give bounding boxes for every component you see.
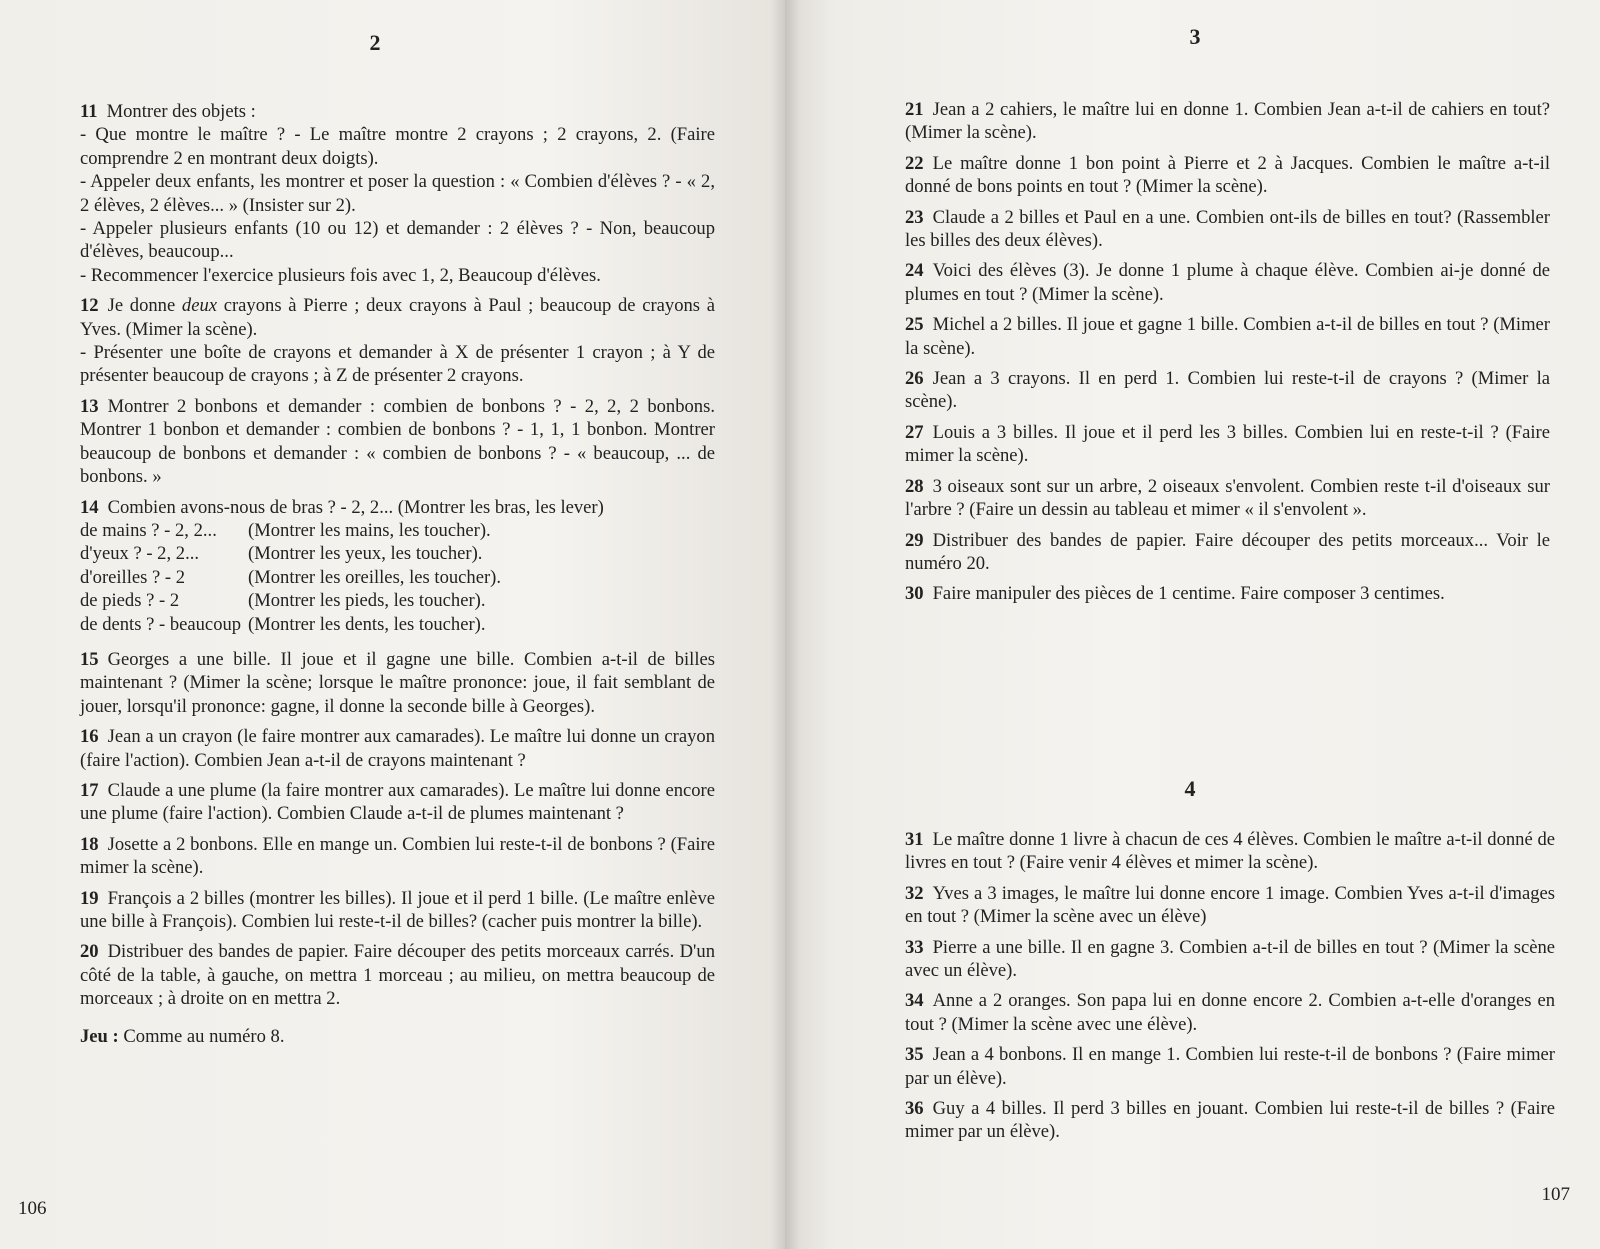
section-number: 3: [1189, 24, 1201, 49]
exercise-subitem: - Appeler deux enfants, les montrer et poser la question : « Combien d'élèves ? - « 2, 2 élèves, 2 élèves... » (Insister sur 2).: [80, 171, 715, 216]
exercise-text: Louis a 3 billes. Il joue et il perd les 3 billes. Combien lui en reste-t-il ? (Faire mimer la scène).: [905, 421, 1550, 467]
exercise-item: [905, 1043, 1555, 1090]
exercise-text: Distribuer des bandes de papier. Faire découper des petits morceaux... Voir le numéro 20.: [905, 529, 1550, 574]
exercise-item: [905, 367, 1550, 414]
exercise-item: [80, 395, 715, 489]
exercise-subitem: - Présenter une boîte de crayons et demander à X de présenter 1 crayon ; à Y de présenter beaucoup de crayons ; à Z de présenter 2 crayons.: [80, 342, 715, 387]
exercise-item: [80, 100, 715, 287]
question-cell: d'oreilles ? - 2: [80, 566, 186, 588]
question-cell: d'yeux ? - 2, 2...: [80, 543, 200, 565]
exercise-subitem: - Recommencer l'exercice plusieurs fois avec 1, 2, Beaucoup d'élèves.: [80, 264, 601, 286]
exercise-number: 15: [80, 648, 99, 670]
exercise-number: 36: [905, 1098, 924, 1120]
exercise-text: Je donne: [107, 295, 182, 317]
exercise-item: [80, 940, 715, 1010]
exercise-number: 25: [905, 314, 924, 336]
exercise-item: [905, 882, 1555, 929]
exercise-number: 16: [80, 726, 99, 748]
exercise-text: Jean a 4 bonbons. Il en mange 1. Combien lui reste-t-il de bonbons ? (Faire mimer par un élève).: [905, 1044, 1555, 1089]
body-part-row: [80, 519, 715, 542]
game-text: Comme au numéro 8.: [118, 1025, 285, 1047]
exercise-text: Michel a 2 billes. Il joue et gagne 1 bille. Combien a-t-il de billes en tout ? (Mimer la scène).: [905, 314, 1550, 359]
exercise-number: 33: [905, 936, 924, 958]
instruction-cell: (Montrer les pieds, les toucher).: [248, 590, 486, 612]
exercise-item: [80, 294, 715, 388]
question-cell: de mains ? - 2, 2...: [80, 519, 217, 541]
exercise-subitem: - Appeler plusieurs enfants (10 ou 12) et demander : 2 élèves ? - Non, beaucoup d'élèves, beaucoup...: [80, 218, 715, 263]
exercise-text: Combien avons-nous de bras ? - 2, 2... (Montrer les bras, les lever): [107, 496, 604, 518]
exercise-number: 27: [905, 421, 924, 443]
exercise-number: 28: [905, 475, 924, 497]
exercise-item: [905, 989, 1555, 1036]
exercise-text: Anne a 2 oranges. Son papa lui en donne encore 2. Combien a-t-elle d'oranges en tout ? (Mimer la scène avec une élève).: [905, 990, 1555, 1035]
exercise-text: Le maître donne 1 livre à chacun de ces 4 élèves. Combien le maître a-t-il donné de livres en tout ? (Faire venir 4 élèves et mimer la scène).: [905, 829, 1555, 874]
body-part-row: [80, 613, 715, 636]
exercise-text: Jean a 2 cahiers, le maître lui en donne 1. Combien Jean a-t-il de cahiers en tout? (Mimer la scène).: [905, 99, 1550, 144]
exercise-item: [905, 206, 1550, 253]
exercise-text: Josette a 2 bonbons. Elle en mange un. Combien lui reste-t-il de bonbons ? (Faire mimer la scène).: [80, 833, 715, 879]
exercise-number: 34: [905, 990, 924, 1012]
exercise-text: Distribuer des bandes de papier. Faire découper des petits morceaux carrés. D'un côté de la table, à gauche, on mettra 1 morceau ; au milieu, on mettra beaucoup de morceaux ; à droite on en mettra 2.: [80, 941, 715, 1010]
right-column-section-3: [905, 98, 1550, 613]
exercise-number: 26: [905, 368, 924, 390]
exercise-item: [80, 725, 715, 772]
instruction-cell: (Montrer les yeux, les toucher).: [248, 543, 483, 565]
exercise-text: François a 2 billes (montrer les billes). Il joue et il perd 1 bille. (Le maître enlève une bille à François). Combien lui reste-t-il de billes? (cacher puis montrer la bille).: [80, 887, 715, 932]
exercise-text: Le maître donne 1 bon point à Pierre et 2 à Jacques. Combien le maître a-t-il donné de bons points en tout ? (Mimer la scène).: [905, 152, 1550, 198]
exercise-item: [905, 828, 1555, 875]
exercise-text: 3 oiseaux sont sur un arbre, 2 oiseaux s'envolent. Combien reste t-il d'oiseaux sur l'arbre ? (Faire un dessin au tableau et mimer « il s'envolent ».: [905, 475, 1550, 521]
exercise-text: Montrer 2 bonbons et demander : combien de bonbons ? - 2, 2, 2 bonbons. Montrer 1 bonbon et demander : combien de bonbons ? - 1, 1, 1 bonbon. Montrer beaucoup de bonbons et demander : « combien de bonbons ? - « beaucoup, ... de bonbons. »: [80, 395, 715, 488]
exercise-subitem: - Que montre le maître ? - Le maître montre 2 crayons ; 2 crayons, 2. (Faire comprendre 2 en montrant deux doigts).: [80, 124, 715, 169]
exercise-number: 22: [905, 152, 924, 174]
exercise-number: 31: [905, 829, 924, 850]
exercise-number: 14: [80, 496, 99, 518]
body-part-row: [80, 566, 715, 589]
exercise-number: 19: [80, 887, 99, 909]
exercise-item: [905, 259, 1550, 306]
exercise-text: Georges a une bille. Il joue et il gagne une bille. Combien a-t-il de billes maintenant ? (Mimer la scène; lorsque le maître prononce: joue, il fait semblant de jouer, lorsqu'il prononce: gagne, il donne la seconde bille à Georges).: [80, 648, 715, 717]
exercise-item: [80, 887, 715, 934]
exercise-number: 17: [80, 779, 99, 801]
exercise-number: 23: [905, 206, 924, 228]
exercise-number: 12: [80, 295, 99, 317]
exercise-item: [905, 582, 1550, 605]
exercise-text: Guy a 4 billes. Il perd 3 billes en jouant. Combien lui reste-t-il de billes ? (Faire mimer par un élève).: [905, 1098, 1555, 1143]
exercise-text: Voici des élèves (3). Je donne 1 plume à chaque élève. Combien ai-je donné de plumes en tout ? (Mimer la scène).: [905, 260, 1550, 305]
body-part-row: [80, 589, 715, 612]
section-number: 4: [1184, 776, 1196, 801]
exercise-item: [905, 152, 1550, 199]
right-column-section-4: [905, 828, 1555, 1151]
exercise-item: [905, 475, 1550, 522]
right-page: [785, 0, 1600, 1249]
exercise-number: 13: [80, 395, 99, 417]
page-number: 106: [18, 1198, 47, 1219]
exercise-number: 29: [905, 529, 924, 551]
exercise-number: 30: [905, 583, 924, 605]
exercise-item: [80, 779, 715, 826]
exercise-number: 35: [905, 1044, 924, 1066]
left-column: [80, 100, 715, 1048]
exercise-item: [80, 496, 715, 636]
exercise-item: [905, 936, 1555, 983]
exercise-text: Jean a un crayon (le faire montrer aux camarades). Le maître lui donne un crayon (faire l'action). Combien Jean a-t-il de crayons maintenant ?: [80, 726, 715, 771]
exercise-number: 11: [80, 101, 98, 122]
exercise-item: [80, 833, 715, 880]
exercise-number: 20: [80, 941, 99, 963]
exercise-item: [905, 98, 1550, 145]
exercise-number: 18: [80, 833, 99, 855]
exercise-number: 24: [905, 260, 924, 282]
exercise-number: 21: [905, 99, 924, 120]
exercise-text: Montrer des objets :: [106, 101, 256, 122]
exercise-item: [80, 648, 715, 718]
left-page: [0, 0, 785, 1249]
exercise-text: Pierre a une bille. Il en gagne 3. Combien a-t-il de billes en tout ? (Mimer la scène avec un élève).: [905, 936, 1555, 982]
exercise-item: [905, 421, 1550, 468]
exercise-item: [905, 313, 1550, 360]
exercise-text: Yves a 3 images, le maître lui donne encore 1 image. Combien Yves a-t-il d'images en tout ? (Mimer la scène avec un élève): [905, 882, 1555, 928]
exercise-number: 32: [905, 882, 924, 904]
exercise-text: Faire manipuler des pièces de 1 centime. Faire composer 3 centimes.: [932, 583, 1445, 605]
game-note: [80, 1025, 715, 1048]
section-number: 2: [369, 30, 381, 55]
question-cell: de dents ? - beaucoup: [80, 613, 242, 635]
emphasis-text: deux: [181, 295, 218, 317]
exercise-text: Claude a 2 billes et Paul en a une. Combien ont-ils de billes en tout? (Rassembler les billes des deux élèves).: [905, 206, 1550, 252]
exercise-item: [905, 529, 1550, 576]
instruction-cell: (Montrer les dents, les toucher).: [248, 613, 486, 635]
question-cell: de pieds ? - 2: [80, 590, 180, 612]
page-number: 107: [1541, 1184, 1570, 1205]
instruction-cell: (Montrer les oreilles, les toucher).: [248, 566, 501, 588]
game-label: Jeu :: [80, 1025, 119, 1047]
exercise-text: Claude a une plume (la faire montrer aux camarades). Le maître lui donne encore une plume (faire l'action). Combien Claude a-t-il de plumes maintenant ?: [80, 779, 715, 825]
exercise-item: [905, 1097, 1555, 1144]
body-part-row: [80, 542, 715, 565]
exercise-text: crayons à Pierre ; deux crayons à Paul ; beaucoup de crayons à Yves. (Mimer la scène).: [80, 295, 715, 340]
instruction-cell: (Montrer les mains, les toucher).: [248, 519, 491, 541]
exercise-text: Jean a 3 crayons. Il en perd 1. Combien lui reste-t-il de crayons ? (Mimer la scène).: [905, 368, 1550, 413]
